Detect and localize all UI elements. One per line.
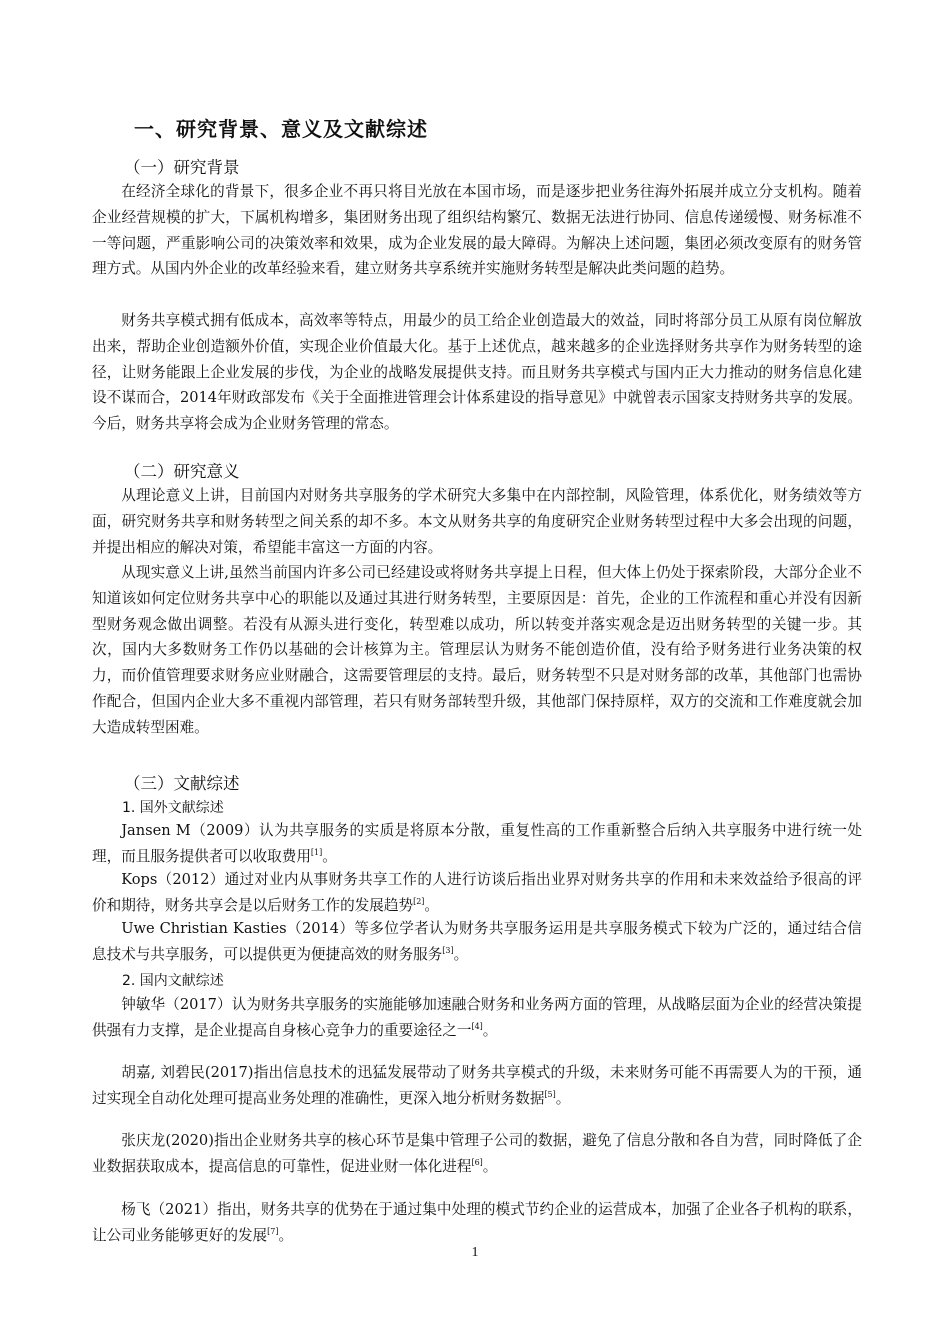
- reference-text: Jansen M（2009）认为共享服务的实质是将原本分散，重复性高的工作重新整合后纳入共享服务中进行统一处理，而且服务提供者可以收取费用: [92, 822, 862, 865]
- reference-paragraph-7: [92, 1197, 862, 1249]
- section-heading-background: （一）研究背景: [124, 158, 240, 177]
- citation-marker: [7]: [267, 1226, 279, 1236]
- sentence-end: 。: [278, 1226, 294, 1244]
- sentence-end: 。: [482, 1021, 498, 1039]
- subsection-heading-foreign: 1. 国外文献综述: [122, 800, 224, 816]
- citation-marker: [4]: [471, 1021, 483, 1031]
- citation-marker: [1]: [310, 847, 323, 857]
- reference-paragraph-6: [92, 1128, 862, 1180]
- citation-marker: [2]: [413, 896, 425, 906]
- section-heading-significance: （二）研究意义: [124, 462, 240, 481]
- section-heading-literature: （三）文献综述: [124, 774, 240, 793]
- sentence-end: 。: [322, 847, 337, 865]
- reference-paragraph-5: [92, 1060, 862, 1112]
- chapter-heading: 一、研究背景、意义及文献综述: [134, 117, 428, 141]
- page-number: 1: [471, 1245, 479, 1260]
- paragraph-background-1: 在经济全球化的背景下，很多企业不再只将目光放在本国市场，而是逐步把业务往海外拓展并成立分支机构。随着企业经营规模的扩大，下属机构增多，集团财务出现了组织结构繁冗、数据无法进行协同、信息传递缓慢、财务标准不一等问题，严重影响公司的决策效率和效果，成为企业发展的最大障碍。为解决上述问题，集团必须改变原有的财务管理方式。从国内外企业的改革经验来看，建立财务共享系统并实施财务转型是解决此类问题的趋势。: [92, 183, 862, 278]
- paragraph-significance-1: 从理论意义上讲，目前国内对财务共享服务的学术研究大多集中在内部控制，风险管理，体系优化，财务绩效等方面，研究财务共享和财务转型之间关系的却不多。本文从财务共享的角度研究企业财务转型过程中大多会出现的问题，并提出相应的解决对策，希望能丰富这一方面的内容。: [92, 487, 862, 556]
- sentence-end: 。: [453, 945, 469, 963]
- reference-paragraph-1: [92, 818, 862, 870]
- paragraph-significance-2: 从现实意义上讲,虽然当前国内许多公司已经建设或将财务共享提上日程，但大体上仍处于探索阶段，大部分企业不知道该如何定位财务共享中心的职能以及通过其进行财务转型，主要原因是：首先，企业的工作流程和重心并没有因新型财务观念做出调整。若没有从源头进行变化，转型难以成功，所以转变并落实观念是迈出财务转型的关键一步。其次，国内大多数财务工作仍以基础的会计核算为主。管理层认为财务不能创造价值，没有给予财务进行业务决策的权力，而价值管理要求财务应业财融合，这需要管理层的支持。最后，财务转型不只是对财务部的改革，其他部门也需协作配合，但国内企业大多不重视内部管理，若只有财务部转型升级，其他部门保持原样，双方的交流和工作难度就会加大造成转型困难。: [92, 564, 862, 736]
- citation-marker: [3]: [442, 945, 454, 955]
- reference-paragraph-4: [92, 992, 862, 1044]
- reference-text: 张庆龙(2020)指出企业财务共享的核心环节是集中管理子公司的数据，避免了信息分散和各自为营，同时降低了企业数据获取成本，提高信息的可靠性，促进业财一体化进程: [92, 1132, 862, 1175]
- sentence-end: 。: [424, 896, 440, 914]
- reference-text: 杨飞（2021）指出，财务共享的优势在于通过集中处理的模式节约企业的运营成本，加强了企业各子机构的联系，让公司业务能够更好的发展: [92, 1201, 862, 1244]
- sentence-end: 。: [555, 1089, 571, 1107]
- reference-paragraph-2: [92, 867, 862, 919]
- reference-paragraph-3: [92, 916, 862, 968]
- reference-text: Kops（2012）通过对业内从事财务共享工作的人进行访谈后指出业界对财务共享的作用和未来效益给予很高的评价和期待，财务共享会是以后财务工作的发展趋势: [92, 871, 862, 914]
- sentence-end: 。: [482, 1157, 498, 1175]
- reference-text: Uwe Christian Kasties（2014）等多位学者认为财务共享服务运用是共享服务模式下较为广泛的，通过结合信息技术与共享服务，可以提供更为便捷高效的财务服务: [92, 920, 862, 963]
- subsection-heading-domestic: 2. 国内文献综述: [122, 973, 224, 989]
- reference-text: 胡嘉, 刘碧民(2017)指出信息技术的迅猛发展带动了财务共享模式的升级，未来财务可能不再需要人为的干预，通过实现全自动化处理可提高业务处理的准确性，更深入地分析财务数据: [92, 1064, 862, 1107]
- citation-marker: [5]: [544, 1089, 556, 1099]
- reference-text: 钟敏华（2017）认为财务共享服务的实施能够加速融合财务和业务两方面的管理，从战略层面为企业的经营决策提供强有力支撑，是企业提高自身核心竞争力的重要途径之一: [92, 996, 862, 1039]
- citation-marker: [6]: [471, 1157, 483, 1167]
- paragraph-background-2: 财务共享模式拥有低成本，高效率等特点，用最少的员工给企业创造最大的效益，同时将部分员工从原有岗位解放出来，帮助企业创造额外价值，实现企业价值最大化。基于上述优点，越来越多的企业选择财务共享作为财务转型的途径，让财务能跟上企业发展的步伐，为企业的战略发展提供支持。而且财务共享模式与国内正大力推动的财务信息化建设不谋而合，2014年财政部发布《关于全面推进管理会计体系建设的指导意见》中就曾表示国家支持财务共享的发展。今后，财务共享将会成为企业财务管理的常态。: [92, 312, 862, 433]
